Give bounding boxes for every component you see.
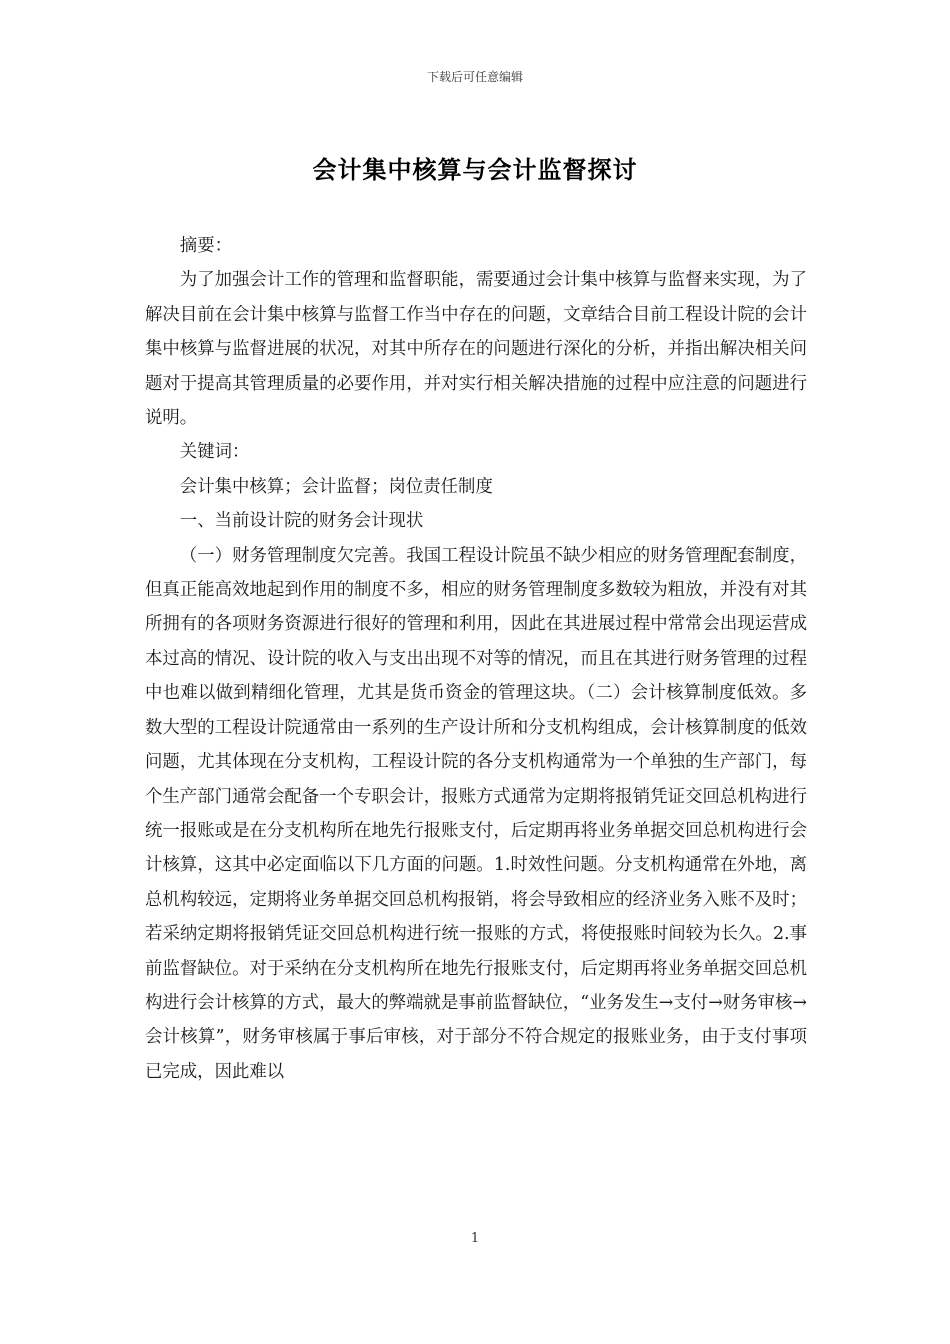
page-number: 1 xyxy=(470,1231,480,1246)
keywords-paragraph: 会计集中核算；会计监督；岗位责任制度 xyxy=(179,476,493,497)
keywords-label: 关键词： xyxy=(179,442,250,463)
document-title: 会计集中核算与会计监督探讨 xyxy=(312,155,638,184)
page-header-note: 下载后可任意编辑 xyxy=(426,70,523,84)
abstract-paragraph: 为了加强会计工作的管理和监督职能，需要通过会计集中核算与监督来实现，为了解决目前在会计集中核算与监督工作当中存在的问题，文章结合目前工程设计院的会计集中核算与监督进展的状况，对其中所存在的问题进行深化的分析，并指出解决相关问题对于提高其管理质量的必要作用，并对实行相关解决措施的过程中应注意的问题进行说明。 xyxy=(145,270,807,429)
section-body-paragraph: （一）财务管理制度欠完善。我国工程设计院虽不缺少相应的财务管理配套制度，但真正能高效地起到作用的制度不多，相应的财务管理制度多数较为粗放，并没有对其所拥有的各项财务资源进行很好的管理和利用，因此在其进展过程中常常会出现运营成本过高的情况、设计院的收入与支出出现不对等的情况，而且在其进行财务管理的过程中也难以做到精细化管理，尤其是货币资金的管理这块。（二）会计核算制度低效。多数大型的工程设计院通常由一系列的生产设计所和分支机构组成，会计核算制度的低效问题，尤其体现在分支机构，工程设计院的各分支机构通常为一个单独的生产部门，每个生产部门通常会配备一个专职会计，报账方式通常为定期将报销凭证交回总机构进行统一报账或是在分支机构所在地先行报账支付，后定期再将业务单据交回总机构进行会计核算，这其中必定面临以下几方面的问题。1.时效性问题。分支机构通常在外地，离总机构较远，定期将业务单据交回总机构报销，将会导致相应的经济业务入账不及时；若采纳定期将报销凭证交回总机构进行统一报账的方式，将使报账时间较为长久。2.事前监督缺位。对于采纳在分支机构所在地先行报账支付，后定期再将业务单据交回总机构进行会计核算的方式，最大的弊端就是事前监督缺位，“业务发生→支付→财务审核→会计核算”，财务审核属于事后审核，对于部分不符合规定的报账业务，由于支付事项已完成，因此难以 xyxy=(145,545,807,1082)
abstract-label: 摘要： xyxy=(179,236,232,256)
section-heading: 一、当前设计院的财务会计现状 xyxy=(179,511,424,532)
document-body xyxy=(145,229,807,1089)
